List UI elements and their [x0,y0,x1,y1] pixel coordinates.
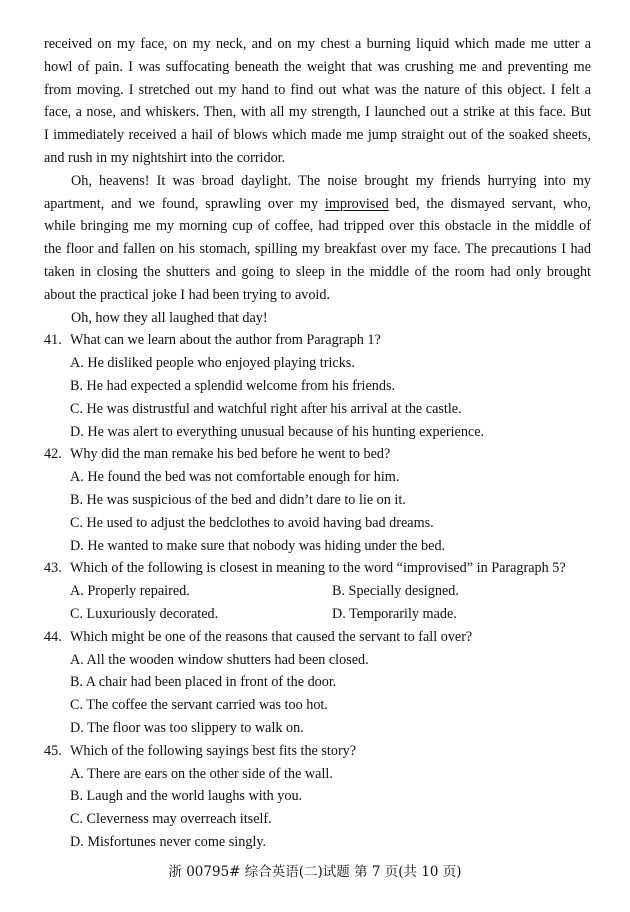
question-42 [44,443,591,557]
option-c: C. The coffee the servant carried was too hot. [70,697,328,714]
question-43 [44,557,591,625]
question-45 [44,740,591,854]
option-d: D. Temporarily made. [332,605,457,622]
question-text: Which of the following sayings best fits the story? [70,742,357,759]
option-c: C. He was distrustful and watchful right after his arrival at the castle. [70,400,462,417]
passage-line: taken in closing the shutters and going to sleep in the middle of the room had only brought [44,263,591,280]
option-a: A. There are ears on the other side of the wall. [70,765,333,782]
text-segment: apartment, and we found, sprawling over my [44,195,325,212]
option-a: A. He found the bed was not comfortable enough for him. [70,469,400,486]
option-b: B. Laugh and the world laughs with you. [70,788,303,805]
option-d: D. The floor was too slippery to walk on. [70,719,304,736]
passage-line: from moving. I stretched out my hand to find out what was the nature of this object. I felt a [44,81,591,98]
passage-line [44,193,591,216]
passage-line: howl of pain. I was suffocating beneath the weight that was crushing me and preventing me [44,58,591,75]
option-b: B. A chair had been placed in front of the door. [70,674,337,691]
option-b: B. Specially designed. [332,583,459,600]
passage-line: about the practical joke I had been trying to avoid. [44,286,331,303]
question-stem [44,626,591,649]
question-number: 41. [44,332,62,349]
option-c: C. Cleverness may overreach itself. [70,811,272,828]
passage-paragraph-continued [44,33,591,170]
passage-line: and rush in my nightshirt into the corridor. [44,149,286,166]
option-a: A. All the wooden window shutters had been closed. [70,651,369,668]
passage-line: I immediately received a hail of blows which made me jump straight out of the soaked sheets, [44,127,591,144]
option-row [44,603,591,626]
option-d: D. He was alert to everything unusual because of his hunting experience. [70,423,485,440]
question-41 [44,329,591,443]
option-c: C. He used to adjust the bedclothes to avoid having bad dreams. [70,514,434,531]
passage-line: face, a nose, and whiskers. Then, with all my strength, I launched out a strike at this face. But [44,104,591,121]
text-segment: bed, the dismayed servant, who, [388,195,591,212]
option-d: D. He wanted to make sure that nobody was hiding under the bed. [70,537,446,554]
passage-paragraph-5 [44,170,591,307]
question-number: 44. [44,628,62,645]
option-b: B. He was suspicious of the bed and didn’t dare to lie on it. [70,491,406,508]
question-number: 42. [44,446,62,463]
option-c: C. Luxuriously decorated. [70,605,219,622]
passage-line: Oh, heavens! It was broad daylight. The noise brought my friends hurrying into my [71,172,591,189]
question-number: 45. [44,742,62,759]
exam-page [44,33,591,854]
passage-line: while bringing me my morning cup of coffee, had tripped over this obstacle in the middle of [44,218,591,235]
question-text: Why did the man remake his bed before he went to bed? [70,446,391,463]
option-a: A. Properly repaired. [70,583,190,600]
option-row [44,580,591,603]
passage-paragraph-6: Oh, how they all laughed that day! [71,309,268,326]
passage-line: received on my face, on my neck, and on my chest a burning liquid which made me utter a [44,36,591,52]
underlined-word-improvised: improvised [324,195,389,212]
question-stem [44,557,591,580]
option-b: B. He had expected a splendid welcome from his friends. [70,377,396,394]
question-44 [44,626,591,740]
passage-line: the floor and fallen on his stomach, spilling my breakfast over my face. The precautions I had [44,241,591,258]
question-text: What can we learn about the author from Paragraph 1? [70,332,381,349]
question-text: Which of the following is closest in meaning to the word “improvised” in Paragraph 5? [70,560,566,577]
question-stem [44,740,591,763]
question-number: 43. [44,560,62,577]
option-d: D. Misfortunes never come singly. [70,833,267,850]
question-text: Which might be one of the reasons that caused the servant to fall over? [70,628,473,645]
question-stem [44,443,591,466]
page-footer: 浙 00795# 综合英语(二)试题 第 7 页(共 10 页) [168,864,462,880]
option-a: A. He disliked people who enjoyed playing tricks. [70,355,355,372]
question-stem [44,329,591,352]
